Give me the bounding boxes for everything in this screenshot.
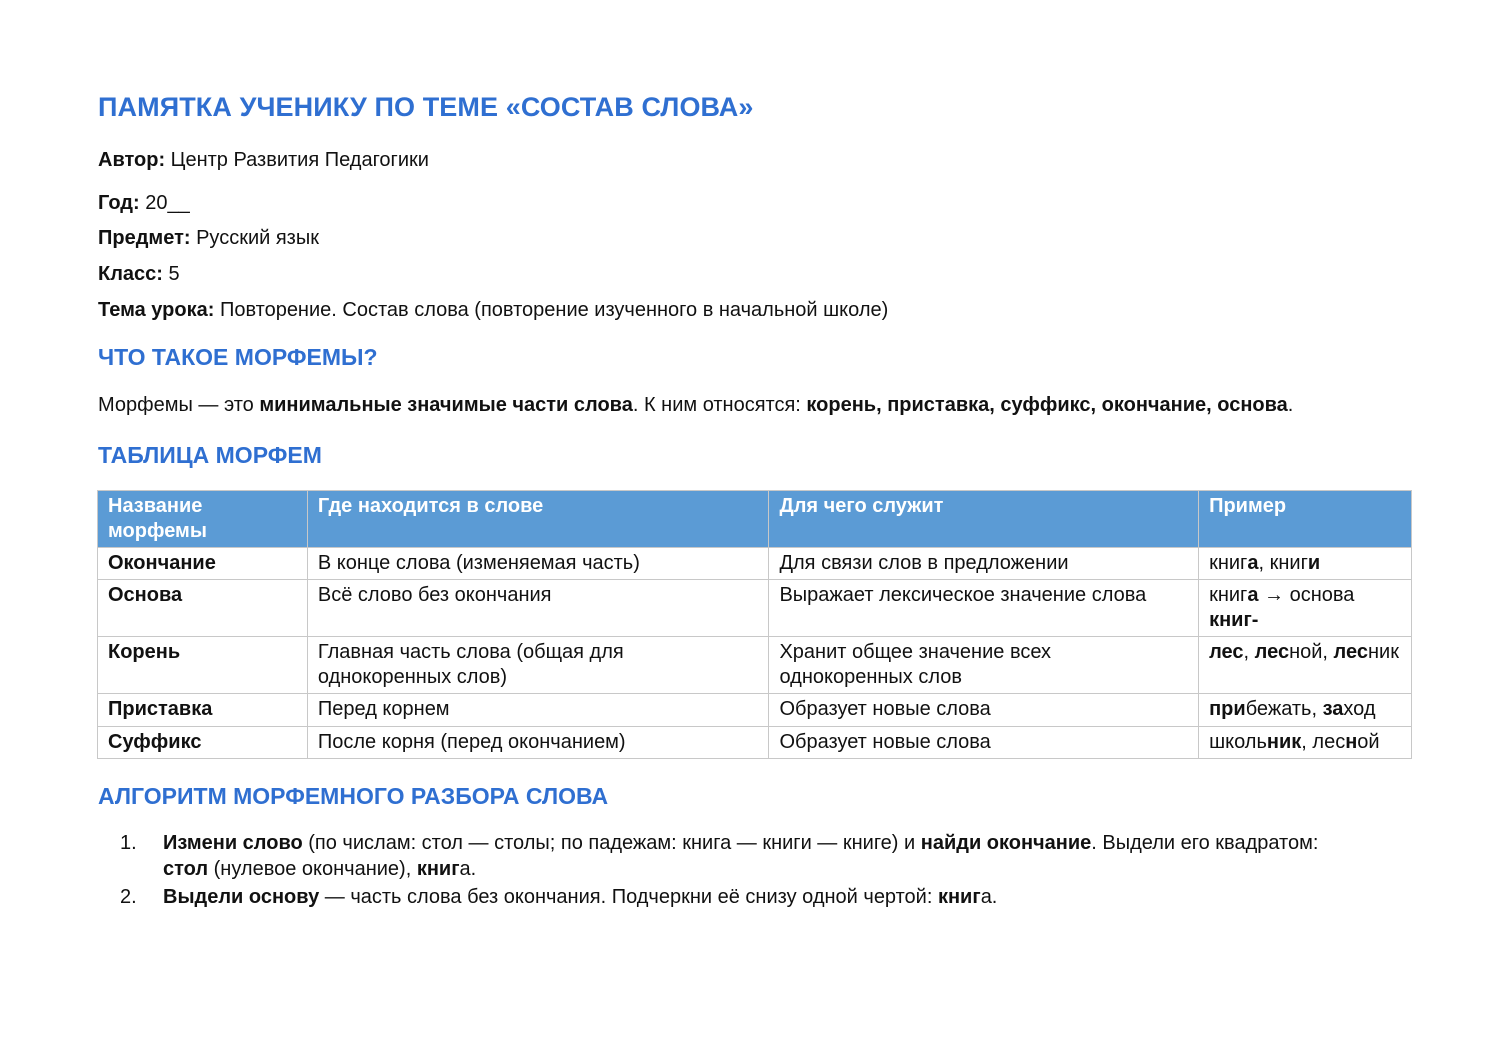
cell-where: Перед корнем — [307, 694, 769, 727]
table-row — [98, 727, 1412, 759]
cell-purpose: Образует новые слова — [769, 727, 1199, 759]
step-bold: книг — [416, 858, 460, 880]
cell-example — [1199, 548, 1412, 580]
table-row — [98, 694, 1412, 727]
meta-class-value: 5 — [162, 263, 180, 285]
step-bold: книг — [937, 886, 981, 908]
step-text: а. — [980, 886, 998, 908]
header-morpheme-name: Название морфемы — [98, 491, 308, 548]
meta-year-label: Год: — [98, 192, 140, 214]
example-text: книг — [1209, 552, 1248, 574]
meta-subject — [98, 226, 319, 250]
definition-text: . — [1287, 394, 1294, 416]
example-highlight: лес — [1254, 641, 1290, 663]
cell-name: Основа — [98, 580, 308, 637]
meta-author-value: Центр Развития Педагогики — [165, 149, 429, 171]
meta-topic — [98, 298, 888, 322]
cell-purpose: Хранит общее значение всех однокоренных слов — [769, 637, 1199, 694]
cell-purpose: Для связи слов в предложении — [769, 548, 1199, 580]
step-text: (нулевое окончание), — [208, 858, 417, 880]
example-text: книг — [1209, 584, 1248, 606]
cell-purpose: Выражает лексическое значение слова — [769, 580, 1199, 637]
example-text: , лес — [1301, 731, 1346, 753]
algorithm-list — [98, 830, 1338, 912]
definition-text: Морфемы — это — [98, 394, 260, 416]
cell-name: Суффикс — [98, 727, 308, 759]
meta-author-label: Автор: — [98, 149, 166, 171]
list-item-number: 2. — [120, 886, 137, 908]
meta-year — [98, 191, 190, 215]
example-text: ной, — [1289, 641, 1334, 663]
example-text: → основа — [1258, 584, 1355, 606]
example-highlight: книг- — [1209, 609, 1259, 631]
step-text: (по числам: стол — столы; по падежам: книга — книги — книге) и — [302, 832, 921, 854]
definition-bold-term: минимальные значимые части слова — [259, 394, 633, 416]
section-heading-morphemes: ЧТО ТАКОЕ МОРФЕМЫ? — [98, 344, 378, 370]
cell-example — [1199, 580, 1412, 637]
step-bold: найди окончание — [920, 832, 1092, 854]
example-text: ник — [1367, 641, 1399, 663]
example-text: , — [1243, 641, 1255, 663]
cell-where: После корня (перед окончанием) — [307, 727, 769, 759]
cell-where: Всё слово без окончания — [307, 580, 769, 637]
step-bold: стол — [163, 858, 209, 880]
example-text: школь — [1209, 731, 1267, 753]
table-row — [98, 580, 1412, 637]
morphemes-definition — [98, 393, 1293, 417]
list-item-number: 1. — [120, 832, 137, 854]
example-highlight: ник — [1266, 731, 1302, 753]
example-highlight: н — [1345, 731, 1358, 753]
cell-example — [1199, 727, 1412, 759]
page-title: ПАМЯТКА УЧЕНИКУ ПО ТЕМЕ «СОСТАВ СЛОВА» — [98, 92, 754, 122]
meta-topic-value: Повторение. Состав слова (повторение изученного в начальной школе) — [214, 299, 889, 321]
step-bold: Выдели основу — [163, 886, 320, 908]
meta-year-value: 20__ — [139, 192, 190, 214]
header-example: Пример — [1199, 491, 1412, 548]
meta-class-label: Класс: — [98, 263, 163, 285]
cell-where: В конце слова (изменяемая часть) — [307, 548, 769, 580]
meta-author — [98, 148, 429, 172]
header-purpose: Для чего служит — [769, 491, 1199, 548]
example-highlight: а — [1247, 584, 1259, 606]
list-item — [98, 830, 1338, 882]
header-location: Где находится в слове — [307, 491, 769, 548]
example-text: , книг — [1258, 552, 1308, 574]
section-heading-table: ТАБЛИЦА МОРФЕМ — [98, 442, 322, 468]
cell-name: Корень — [98, 637, 308, 694]
example-highlight: лес — [1333, 641, 1368, 663]
morpheme-table — [97, 490, 1412, 759]
definition-bold-list: корень, приставка, суффикс, окончание, основа — [806, 394, 1288, 416]
meta-subject-value: Русский язык — [190, 227, 319, 249]
example-highlight: лес — [1209, 641, 1244, 663]
meta-class — [98, 262, 180, 286]
cell-example — [1199, 694, 1412, 727]
section-heading-algorithm: АЛГОРИТМ МОРФЕМНОГО РАЗБОРА СЛОВА — [98, 783, 609, 809]
table-row — [98, 637, 1412, 694]
definition-text: . К ним относятся: — [632, 394, 807, 416]
table-header-row — [98, 491, 1412, 548]
example-highlight: и — [1307, 552, 1321, 574]
cell-where: Главная часть слова (общая для однокоренных слов) — [307, 637, 769, 694]
step-bold: Измени слово — [163, 832, 303, 854]
example-highlight: при — [1209, 698, 1246, 720]
cell-name: Приставка — [98, 694, 308, 727]
step-text: а. — [459, 858, 477, 880]
example-text: ход — [1343, 698, 1376, 720]
example-text: бежать, — [1245, 698, 1323, 720]
cell-name: Окончание — [98, 548, 308, 580]
list-item — [98, 884, 1338, 910]
meta-subject-label: Предмет: — [98, 227, 191, 249]
step-text: . Выдели его квадратом: — [1091, 832, 1319, 854]
table-row — [98, 548, 1412, 580]
cell-purpose: Образует новые слова — [769, 694, 1199, 727]
step-text: — часть слова без окончания. Подчеркни её снизу одной чертой: — [319, 886, 938, 908]
cell-example — [1199, 637, 1412, 694]
example-highlight: а — [1247, 552, 1259, 574]
example-highlight: за — [1322, 698, 1344, 720]
example-text: ой — [1357, 731, 1380, 753]
meta-topic-label: Тема урока: — [98, 299, 215, 321]
